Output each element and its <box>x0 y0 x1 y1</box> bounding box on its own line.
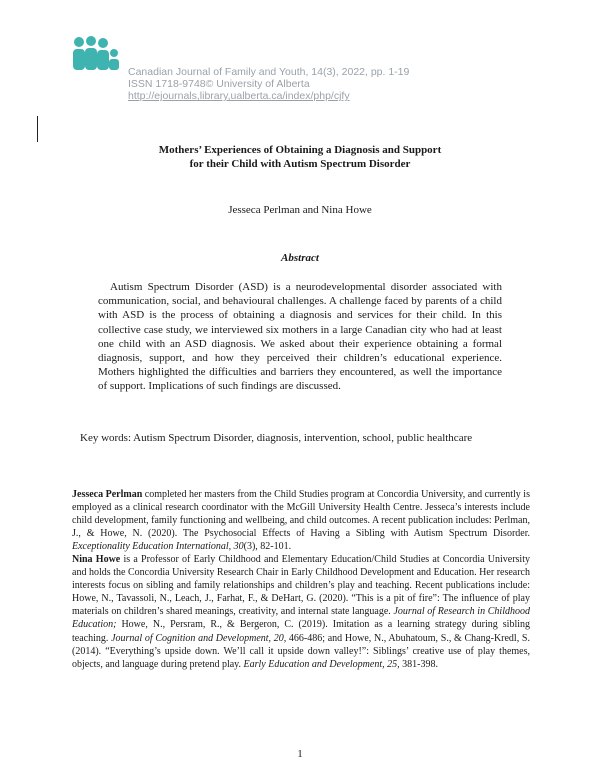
journal-issn: ISSN 1718-9748© University of Alberta <box>128 78 310 90</box>
keywords: Key words: Autism Spectrum Disorder, diagnosis, intervention, school, public healthcare <box>80 432 473 444</box>
abstract-body: Autism Spectrum Disorder (ASD) is a neurodevelopmental disorder associated with communication, social, and behavioural challenges. A challenge faced by parents of a child with ASD is the process of obtaining a diagnosis and services for their child. In this collective case study, we interviewed six mothers in a large Canadian city who had at least one child with an ASD diagnosis. We asked about their experience obtaining a formal diagnosis, support, and how they perceived their children’s educational experience. Mothers highlighted the difficulties and barriers they encountered, as well the importance of support. Implications of such findings are discussed. <box>98 281 502 393</box>
author-bios <box>72 488 530 671</box>
journal-citation: Canadian Journal of Family and Youth, 14(3), 2022, pp. 1-19 <box>128 66 410 78</box>
bio-howe: Nina Howe is a Professor of Early Childhood and Elementary Education/Child Studies at Concordia University and holds the Concordia University Research Chair in Early Childhood Development and Education. Her research interests focus on sibling and family relationships and children’s play and teaching. Recent publications include: Howe, N., Tavassoli, N., Leach, J., Farhat, F., & DeHart, G. (2020). “This is a pit of fire”: The influence of play materials on children’s shared meanings, creativity, and internal state language. Journal of Research in Childhood Education; Howe, N., Persram, R., & Bergeron, C. (2019). Imitation as a learning strategy during sibling teaching. Journal of Cognition and Development, 20, 466-486; and Howe, N., Abuhatoum, S., & Chang-Kredl, S. (2014). “Everything’s upside down. We’ll call it upside down valley!”: Siblings’ creative use of play themes, objects, and language during pretend play. Early Education and Development, 25, 381-398. <box>72 554 530 670</box>
bio-perlman-name: Jesseca Perlman <box>72 489 143 500</box>
paper-title <box>100 143 500 171</box>
text-cursor <box>37 116 38 142</box>
title-line-2: for their Child with Autism Spectrum Disorder <box>189 158 411 170</box>
page-number: 1 <box>297 748 303 760</box>
journal-url-link[interactable]: http://ejournals,library,ualberta.ca/index/php/cjfy <box>128 90 350 102</box>
abstract-heading: Abstract <box>281 252 319 264</box>
people-group-icon <box>72 36 120 72</box>
authors: Jesseca Perlman and Nina Howe <box>228 204 372 216</box>
bio-perlman: Jesseca Perlman completed her masters from the Child Studies program at Concordia University, and currently is employed as a clinical research coordinator with the McGill University Health Centre. Jesseca’s interests include child development, family functioning and wellbeing, and child outcomes. A recent publication includes: Perlman, J., & Howe, N. (2020). The Psychosocial Effects of Having a Sibling with Autism Spectrum Disorder. Exceptionality Education International, 30(3), 82-101. <box>72 489 530 553</box>
title-line-1: Mothers’ Experiences of Obtaining a Diagnosis and Support <box>158 144 442 156</box>
bio-howe-name: Nina Howe <box>72 554 121 566</box>
journal-header <box>128 66 548 102</box>
